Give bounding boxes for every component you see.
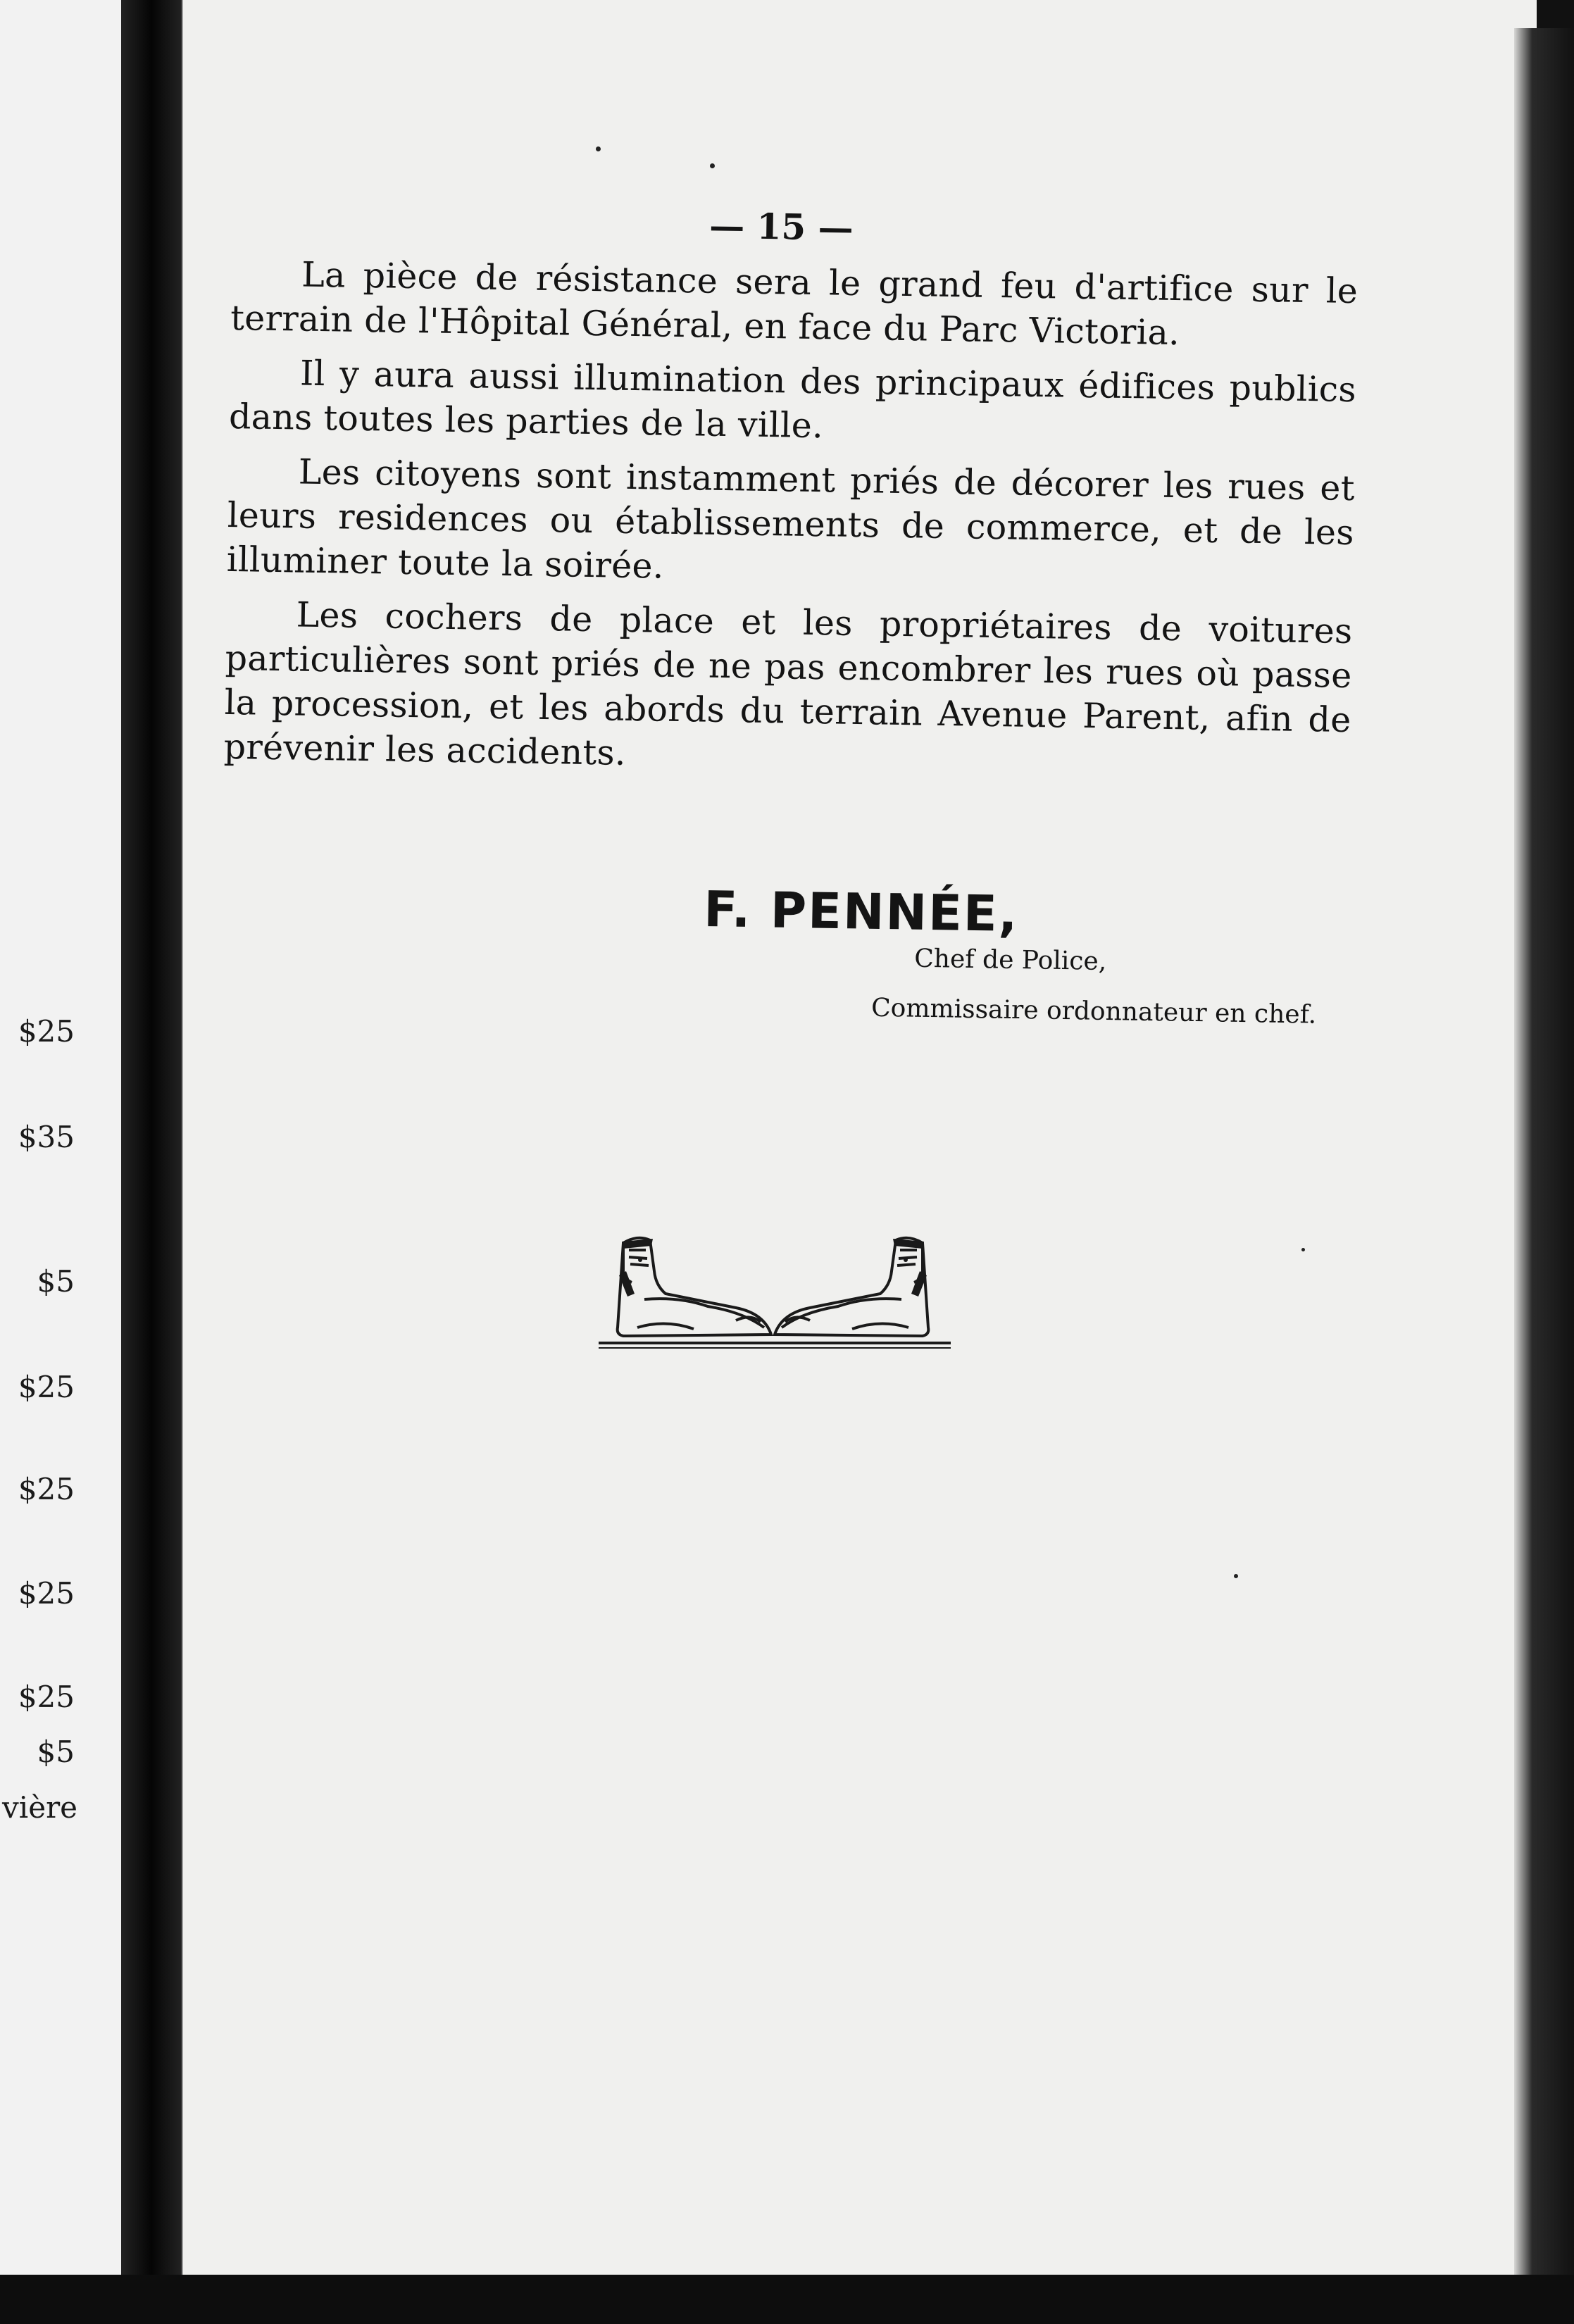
left-page-price: $5 xyxy=(37,1264,75,1299)
body-text xyxy=(223,197,1359,796)
signature-name: F. PENNÉE, xyxy=(703,880,1019,944)
signature-block xyxy=(702,880,1338,1030)
paragraph-illumination: Il y aura aussi illumination des principaux édifices publics dans toutes les parties de la ville. xyxy=(228,353,1357,446)
signature-title: Chef de Police, xyxy=(913,944,1107,976)
left-facing-page xyxy=(0,0,123,2282)
left-page-price: $25 xyxy=(18,1370,75,1404)
left-page-price: $25 xyxy=(18,1576,75,1611)
scan-speck xyxy=(1301,1248,1305,1251)
left-page-price: $35 xyxy=(18,1120,75,1154)
twin-sphinx-ornament-icon xyxy=(595,1229,954,1363)
left-page-price: $25 xyxy=(18,1472,75,1506)
page-number: — 15 — xyxy=(708,204,854,249)
page-right-edge xyxy=(1514,28,1574,2282)
left-page-word: vière xyxy=(2,1790,77,1825)
left-page-price: $25 xyxy=(18,1014,75,1049)
book-gutter xyxy=(121,0,182,2282)
left-page-price: $25 xyxy=(18,1680,75,1714)
scan-speck xyxy=(596,146,601,151)
paragraph-fireworks: La pièce de résistance sera le grand feu d'artifice sur le terrain de l'Hôpital Général, en face du Parc Victoria. xyxy=(230,254,1358,354)
scan-background-bottom xyxy=(0,2275,1574,2324)
signature-subtitle: Commissaire ordonnateur en chef. xyxy=(870,993,1317,1030)
scan-speck xyxy=(710,163,715,168)
paragraph-citizens: Les citoyens sont instamment priés de décorer les rues et leurs residences ou établissements de commerce, et de les illuminer toute la soirée. xyxy=(226,451,1356,587)
scan-speck xyxy=(1234,1574,1238,1578)
left-page-price: $5 xyxy=(37,1735,75,1769)
paragraph-coachmen: Les cochers de place et les propriétaires de voitures particulières sont priés de ne pas encombrer les rues où passe la procession, et les abords du terrain Avenue Parent, afin de prévenir les accidents. xyxy=(223,594,1353,773)
